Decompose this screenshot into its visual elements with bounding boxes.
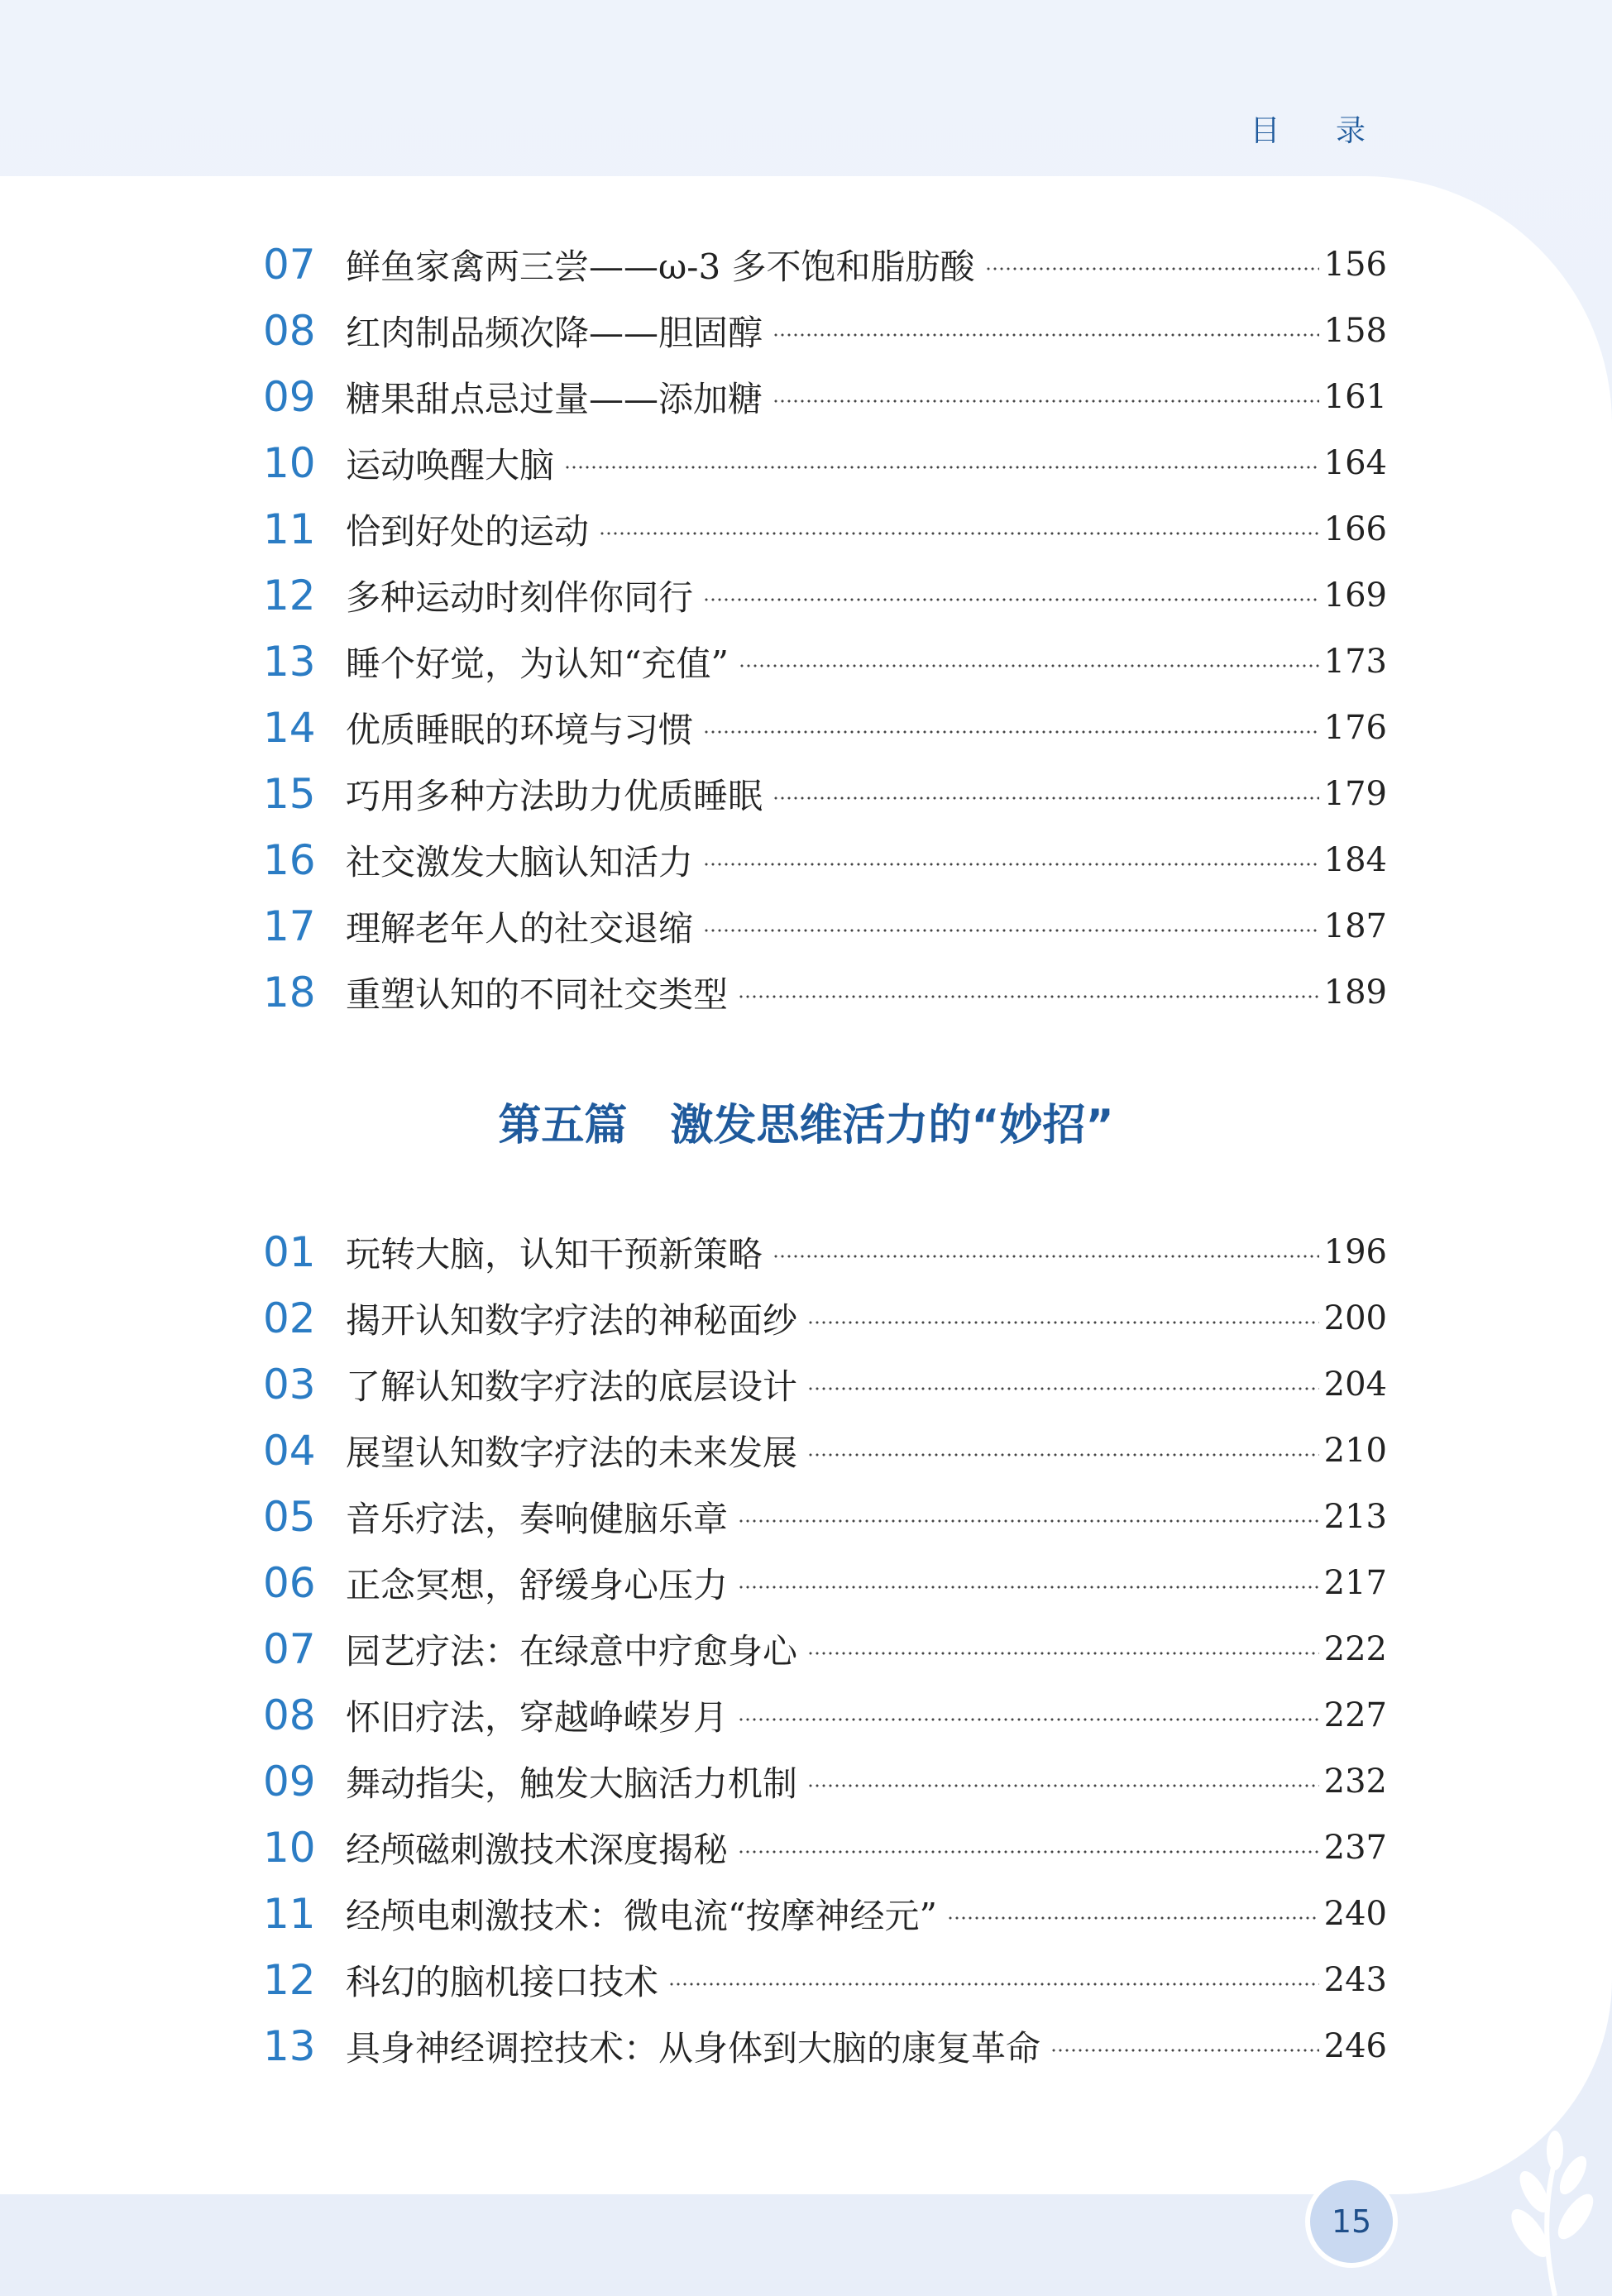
toc-dot-leader xyxy=(739,664,1319,667)
toc-dot-leader xyxy=(807,1453,1319,1457)
toc-entry[interactable] xyxy=(263,893,1387,959)
toc-entry[interactable] xyxy=(263,827,1387,893)
toc-dot-leader xyxy=(738,995,1319,998)
toc-entry-page: 156 xyxy=(1323,246,1387,284)
toc-entry-number: 03 xyxy=(263,1361,316,1409)
toc-dot-leader xyxy=(807,1784,1319,1787)
toc-entry-number: 10 xyxy=(263,439,316,487)
toc-entry-number: 08 xyxy=(263,307,316,355)
toc-dot-leader xyxy=(703,929,1319,932)
toc-entry-number: 16 xyxy=(263,836,316,884)
toc-dot-leader xyxy=(985,267,1319,270)
toc-entry-page: 227 xyxy=(1323,1696,1387,1734)
toc-entry-number: 04 xyxy=(263,1427,316,1475)
toc-entry-page: 246 xyxy=(1323,2027,1387,2065)
toc-entry-page: 187 xyxy=(1323,907,1387,945)
toc-entry-title: 重塑认知的不同社交类型 xyxy=(346,974,729,1015)
toc-entry-title: 了解认知数字疗法的底层设计 xyxy=(346,1366,798,1407)
toc-list-part5 xyxy=(263,1219,1387,2079)
toc-entry-page: 169 xyxy=(1323,576,1387,615)
toc-entry-page: 243 xyxy=(1323,1961,1387,1999)
toc-entry-number: 02 xyxy=(263,1294,316,1342)
toc-entry-title: 优质睡眠的环境与习惯 xyxy=(346,710,694,750)
toc-entry-title: 音乐疗法，奏响健脑乐章 xyxy=(346,1499,729,1539)
toc-entry-title: 具身神经调控技术：从身体到大脑的康复革命 xyxy=(346,2028,1041,2069)
toc-entry[interactable] xyxy=(263,1550,1387,1616)
toc-entry-title: 巧用多种方法助力优质睡眠 xyxy=(346,776,763,816)
toc-dot-leader xyxy=(773,796,1319,800)
toc-entry-page: 161 xyxy=(1323,378,1387,416)
toc-entry-number: 10 xyxy=(263,1824,316,1872)
toc-entry-page: 217 xyxy=(1323,1564,1387,1602)
toc-entry-title: 舞动指尖，触发大脑活力机制 xyxy=(346,1763,798,1804)
running-header: 目 录 xyxy=(1250,114,1389,148)
toc-entry-title: 理解老年人的社交退缩 xyxy=(346,908,694,949)
toc-entry-page: 179 xyxy=(1323,775,1387,813)
toc-dot-leader xyxy=(1050,2049,1319,2052)
toc-entry-page: 222 xyxy=(1323,1630,1387,1668)
leaf-decoration-icon xyxy=(1456,2117,1612,2296)
toc-entry-title: 展望认知数字疗法的未来发展 xyxy=(346,1433,798,1473)
toc-entry-number: 11 xyxy=(263,1890,316,1938)
toc-dot-leader xyxy=(773,1255,1319,1258)
toc-entry-number: 06 xyxy=(263,1559,316,1607)
toc-entry[interactable] xyxy=(263,1947,1387,2013)
toc-entry-number: 01 xyxy=(263,1228,316,1276)
toc-entry-number: 13 xyxy=(263,638,316,686)
toc-entry[interactable] xyxy=(263,1616,1387,1682)
toc-entry-number: 07 xyxy=(263,241,316,289)
toc-entry[interactable] xyxy=(263,761,1387,827)
toc-dot-leader xyxy=(599,532,1319,535)
toc-entry[interactable] xyxy=(263,1484,1387,1550)
toc-entry-page: 166 xyxy=(1323,510,1387,548)
toc-dot-leader xyxy=(738,1586,1319,1589)
section-heading: 第五篇 激发思维活力的“妙招” xyxy=(498,1101,1114,1150)
toc-entry-title: 恰到好处的运动 xyxy=(346,511,590,552)
toc-entry[interactable] xyxy=(263,2013,1387,2079)
toc-entry-number: 12 xyxy=(263,1956,316,2004)
toc-entry[interactable] xyxy=(263,959,1387,1026)
toc-dot-leader xyxy=(738,1519,1319,1523)
toc-entry-title: 玩转大脑，认知干预新策略 xyxy=(346,1234,763,1275)
toc-entry[interactable] xyxy=(263,1285,1387,1351)
toc-entry[interactable] xyxy=(263,695,1387,761)
toc-dot-leader xyxy=(773,399,1319,403)
toc-entry-page: 173 xyxy=(1323,643,1387,681)
toc-entry-page: 184 xyxy=(1323,841,1387,879)
toc-entry-title: 社交激发大脑认知活力 xyxy=(346,842,694,883)
toc-entry[interactable] xyxy=(263,1219,1387,1285)
toc-dot-leader xyxy=(738,1850,1319,1854)
toc-entry-page: 237 xyxy=(1323,1829,1387,1867)
toc-entry-number: 12 xyxy=(263,572,316,619)
toc-entry-number: 09 xyxy=(263,373,316,421)
toc-entry-page: 196 xyxy=(1323,1233,1387,1271)
toc-entry-title: 运动唤醒大脑 xyxy=(346,445,555,486)
toc-entry-number: 05 xyxy=(263,1493,316,1541)
toc-entry-title: 怀旧疗法，穿越峥嵘岁月 xyxy=(346,1697,729,1738)
toc-entry-number: 08 xyxy=(263,1691,316,1739)
toc-entry-number: 18 xyxy=(263,969,316,1016)
toc-entry[interactable] xyxy=(263,232,1387,298)
toc-entry-title: 科幻的脑机接口技术 xyxy=(346,1962,659,2002)
toc-dot-leader xyxy=(947,1916,1319,1920)
toc-dot-leader xyxy=(738,1718,1319,1721)
toc-entry-title: 园艺疗法：在绿意中疗愈身心 xyxy=(346,1631,798,1672)
toc-entry[interactable] xyxy=(263,298,1387,364)
toc-entry-number: 09 xyxy=(263,1758,316,1806)
toc-entry[interactable] xyxy=(263,629,1387,695)
toc-entry-number: 13 xyxy=(263,2022,316,2070)
toc-entry[interactable] xyxy=(263,496,1387,562)
toc-entry-number: 07 xyxy=(263,1625,316,1673)
toc-dot-leader xyxy=(807,1321,1319,1324)
page-number: 15 xyxy=(1305,2175,1398,2268)
toc-entry-number: 11 xyxy=(263,505,316,553)
toc-entry[interactable] xyxy=(263,1748,1387,1815)
toc-dot-leader xyxy=(703,863,1319,866)
toc-entry[interactable] xyxy=(263,1815,1387,1881)
toc-entry[interactable] xyxy=(263,562,1387,629)
toc-entry-page: 204 xyxy=(1323,1366,1387,1404)
toc-dot-leader xyxy=(807,1387,1319,1390)
toc-dot-leader xyxy=(703,598,1319,601)
toc-entry-page: 210 xyxy=(1323,1432,1387,1470)
toc-entry[interactable] xyxy=(263,430,1387,496)
toc-entry-title: 揭开认知数字疗法的神秘面纱 xyxy=(346,1300,798,1341)
toc-entry-title: 正念冥想，舒缓身心压力 xyxy=(346,1565,729,1605)
toc-dot-leader xyxy=(703,730,1319,734)
toc-entry[interactable] xyxy=(263,364,1387,430)
toc-list-part4 xyxy=(263,232,1387,1026)
toc-entry-number: 14 xyxy=(263,704,316,752)
toc-entry-page: 232 xyxy=(1323,1763,1387,1801)
toc-entry-title: 红肉制品频次降——胆固醇 xyxy=(346,313,763,353)
toc-entry-title: 鲜鱼家禽两三尝——ω-3 多不饱和脂肪酸 xyxy=(346,246,975,287)
toc-entry-page: 176 xyxy=(1323,709,1387,747)
toc-entry-page: 164 xyxy=(1323,444,1387,482)
toc-entry-title: 经颅电刺激技术：微电流“按摩神经元” xyxy=(346,1896,937,1936)
toc-entry-title: 睡个好觉，为认知“充值” xyxy=(346,643,729,684)
toc-entry-page: 158 xyxy=(1323,312,1387,350)
toc-dot-leader xyxy=(773,333,1319,337)
toc-dot-leader xyxy=(564,466,1319,469)
toc-entry[interactable] xyxy=(263,1418,1387,1484)
toc-entry[interactable] xyxy=(263,1682,1387,1748)
toc-entry-page: 200 xyxy=(1323,1299,1387,1337)
toc-entry-title: 经颅磁刺激技术深度揭秘 xyxy=(346,1830,729,1870)
toc-entry-title: 多种运动时刻伴你同行 xyxy=(346,577,694,618)
toc-entry-page: 240 xyxy=(1323,1895,1387,1933)
toc-entry[interactable] xyxy=(263,1351,1387,1418)
toc-entry-page: 189 xyxy=(1323,973,1387,1012)
toc-entry-number: 15 xyxy=(263,770,316,818)
toc-entry-page: 213 xyxy=(1323,1498,1387,1536)
toc-dot-leader xyxy=(668,1983,1319,1986)
toc-entry-title: 糖果甜点忌过量——添加糖 xyxy=(346,379,763,419)
toc-dot-leader xyxy=(807,1652,1319,1655)
toc-entry-number: 17 xyxy=(263,902,316,950)
toc-entry[interactable] xyxy=(263,1881,1387,1947)
